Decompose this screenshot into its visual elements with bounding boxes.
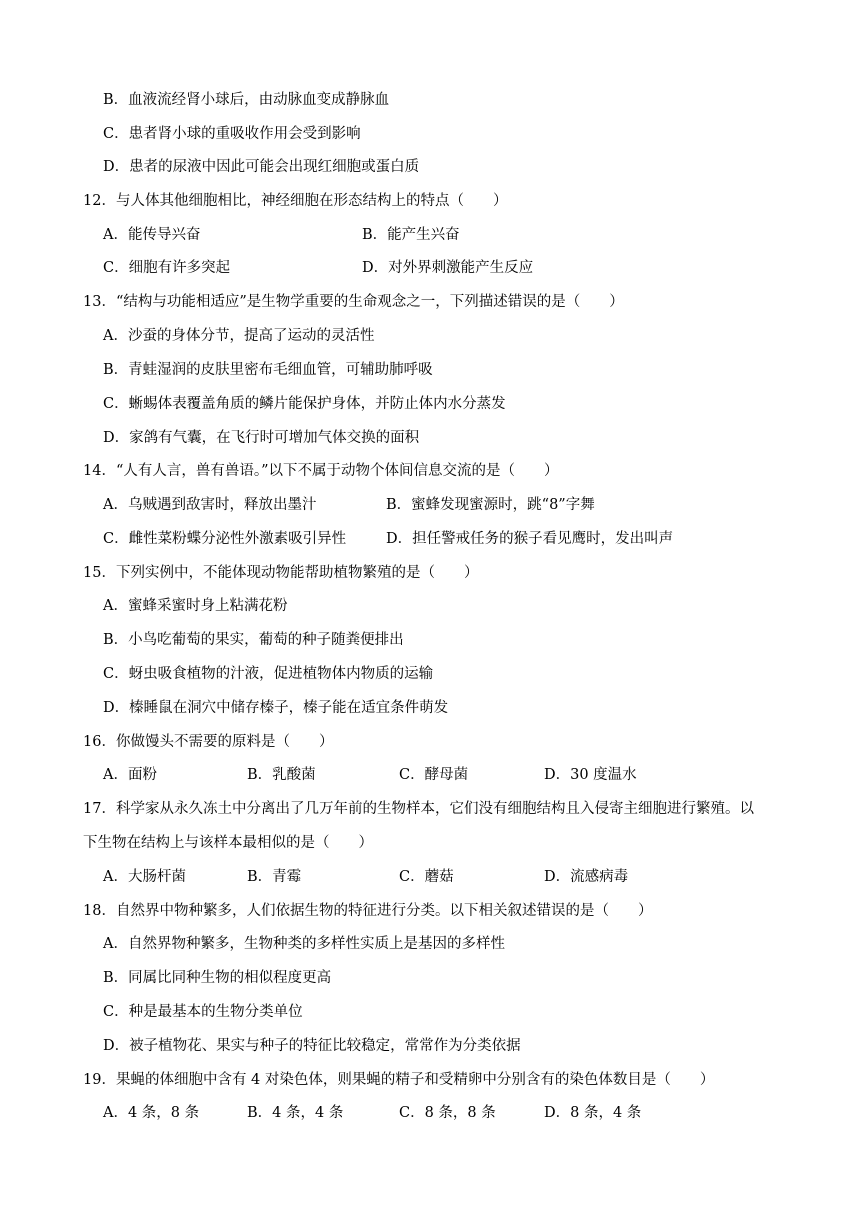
q17-stem-line1: 17．科学家从永久冻土中分离出了几万年前的生物样本，它们没有细胞结构且入侵寄主细胞进行繁殖。以 xyxy=(83,801,754,817)
q17-option-c: C．蘑菇 xyxy=(399,869,454,885)
q19-option-a: A．4 条，8 条 xyxy=(103,1105,200,1121)
q16-option-c: C．酵母菌 xyxy=(399,767,469,783)
q11-option-c: C．患者肾小球的重吸收作用会受到影响 xyxy=(103,126,361,142)
q14-option-d: D．担任警戒任务的猴子看见鹰时，发出叫声 xyxy=(386,531,674,547)
q15-option-d: D．榛睡鼠在洞穴中储存榛子，榛子能在适宜条件萌发 xyxy=(103,700,449,716)
q17-option-a: A．大肠杆菌 xyxy=(103,869,186,885)
q11-option-d: D．患者的尿液中因此可能会出现红细胞或蛋白质 xyxy=(103,159,420,175)
q12-stem: 12．与人体其他细胞相比，神经细胞在形态结构上的特点（ ） xyxy=(83,193,508,209)
q16-option-d: D．30 度温水 xyxy=(544,767,637,783)
q18-option-b: B．同属比同种生物的相似程度更高 xyxy=(103,970,332,986)
q15-option-a: A．蜜蜂采蜜时身上粘满花粉 xyxy=(103,598,288,614)
q18-stem: 18．自然界中物种繁多，人们依据生物的特征进行分类。以下相关叙述错误的是（ ） xyxy=(83,903,653,919)
q12-option-c: C．细胞有许多突起 xyxy=(103,260,231,276)
q13-option-b: B．青蛙湿润的皮肤里密布毛细血管，可辅助肺呼吸 xyxy=(103,362,433,378)
q13-stem: 13．“结构与功能相适应”是生物学重要的生命观念之一，下列描述错误的是（ ） xyxy=(83,294,624,310)
q15-option-b: B．小鸟吃葡萄的果实，葡萄的种子随粪便排出 xyxy=(103,632,404,648)
q14-option-b: B．蜜蜂发现蜜源时，跳“8”字舞 xyxy=(386,497,595,513)
q19-option-b: B．4 条，4 条 xyxy=(247,1105,344,1121)
q13-option-c: C．蜥蜴体表覆盖角质的鳞片能保护身体，并防止体内水分蒸发 xyxy=(103,396,506,412)
q12-option-a: A．能传导兴奋 xyxy=(103,227,201,243)
q14-option-c: C．雌性菜粉蝶分泌性外激素吸引异性 xyxy=(103,531,347,547)
q15-stem: 15．下列实例中，不能体现动物能帮助植物繁殖的是（ ） xyxy=(83,565,479,581)
q18-option-c: C．种是最基本的生物分类单位 xyxy=(103,1004,303,1020)
q19-stem: 19．果蝇的体细胞中含有 4 对染色体，则果蝇的精子和受精卵中分别含有的染色体数目是（ ） xyxy=(83,1072,715,1088)
q11-option-b: B．血液流经肾小球后，由动脉血变成静脉血 xyxy=(103,92,390,108)
q12-option-d: D．对外界刺激能产生反应 xyxy=(362,260,534,276)
q13-option-a: A．沙蚕的身体分节，提高了运动的灵活性 xyxy=(103,328,375,344)
q12-option-b: B．能产生兴奋 xyxy=(362,227,460,243)
q18-option-a: A．自然界物种繁多，生物种类的多样性实质上是基因的多样性 xyxy=(103,936,505,952)
q14-stem: 14．“人有人言，兽有兽语。”以下不属于动物个体间信息交流的是（ ） xyxy=(83,463,559,479)
q19-option-c: C．8 条，8 条 xyxy=(399,1105,496,1121)
q19-option-d: D．8 条，4 条 xyxy=(544,1105,642,1121)
q17-option-b: B．青霉 xyxy=(247,869,302,885)
q16-option-a: A．面粉 xyxy=(103,767,157,783)
q14-option-a: A．乌贼遇到敌害时，释放出墨汁 xyxy=(103,497,317,513)
q17-stem-line2: 下生物在结构上与该样本最相似的是（ ） xyxy=(83,835,373,851)
q15-option-c: C．蚜虫吸食植物的汁液，促进植物体内物质的运输 xyxy=(103,666,434,682)
q17-option-d: D．流感病毒 xyxy=(544,869,629,885)
q16-option-b: B．乳酸菌 xyxy=(247,767,316,783)
q13-option-d: D．家鸽有气囊，在飞行时可增加气体交换的面积 xyxy=(103,430,420,446)
q16-stem: 16．你做馒头不需要的原料是（ ） xyxy=(83,734,334,750)
q18-option-d: D．被子植物花、果实与种子的特征比较稳定，常常作为分类依据 xyxy=(103,1038,521,1054)
